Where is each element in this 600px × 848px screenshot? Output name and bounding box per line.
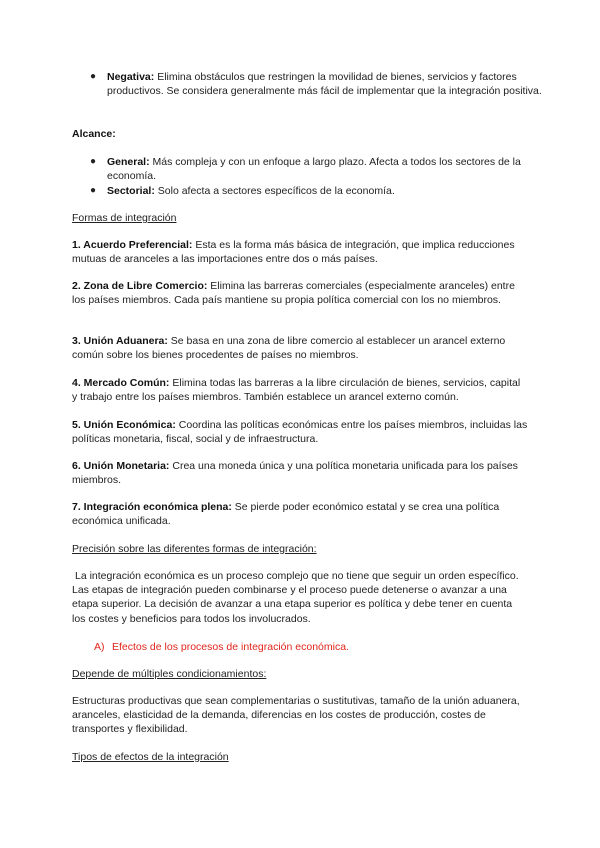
forma-item: 3. Unión Aduanera: Se basa en una zona de libre comercio al establecer un arancel externo común sobre los bienes procedentes de países no miembros. [72, 335, 506, 362]
precision-heading: Precisión sobre las diferentes formas de integración: [72, 543, 317, 555]
bullet-term: General: [107, 156, 150, 168]
bullet-dot-icon: ● [90, 185, 97, 196]
section-a-marker: A) [94, 641, 105, 653]
bullet-dot-icon: ● [90, 156, 97, 167]
tipos-heading: Tipos de efectos de la integración [72, 751, 229, 763]
bullet-term: Sectorial: [107, 185, 155, 197]
formas-heading: Formas de integración [72, 212, 177, 224]
bullet-text: Más compleja y con un enfoque a largo plazo. Afecta a todos los sectores de la economía. [107, 156, 521, 183]
section-a-heading [90, 640, 546, 654]
bullet-general [90, 155, 543, 183]
section-a-title: Efectos de los procesos de integración económica. [112, 641, 349, 653]
bullet-text: Elimina obstáculos que restringen la movilidad de bienes, servicios y factores productivos. Se considera generalmente más fácil de implementar que la integración positiva. [107, 71, 542, 98]
bullet-term: Negativa: [107, 71, 155, 83]
bullet-dot-icon: ● [90, 71, 97, 82]
bullet-negativa [90, 70, 543, 98]
precision-paragraph: La integración económica es un proceso complejo que no tiene que seguir un orden específico. Las etapas de integración pueden combinarse y el proceso puede detenerse o avanzar a una etapa superior. La decisión de avanzar a una etapa superior es política y debe tener en cuenta los costes y beneficios para todos los involucrados. [72, 570, 519, 625]
alcance-heading: Alcance: [72, 128, 116, 140]
forma-item: 4. Mercado Común: Elimina todas las barreras a la libre circulación de bienes, servicios, capital y trabajo entre los países miembros. También establece un arancel externo común. [72, 377, 521, 404]
bullet-sectorial [90, 184, 543, 198]
forma-item: 2. Zona de Libre Comercio: Elimina las barreras comerciales (especialmente aranceles) entre los países miembros. Cada país mantiene su propia política comercial con los no miembros. [72, 280, 515, 307]
forma-item: 7. Integración económica plena: Se pierde poder económico estatal y se crea una política económica unificada. [72, 501, 500, 528]
forma-item: 1. Acuerdo Preferencial: Esta es la forma más básica de integración, que implica reducciones mutuas de aranceles a las importaciones entre dos o más países. [72, 239, 515, 266]
bullet-text: Solo afecta a sectores específicos de la economía. [157, 185, 395, 197]
forma-item: 6. Unión Monetaria: Crea una moneda única y una política monetaria unificada para los países miembros. [72, 460, 518, 487]
forma-item: 5. Unión Económica: Coordina las políticas económicas entre los países miembros, incluidas las políticas monetaria, fiscal, social y de infraestructura. [72, 419, 528, 446]
depende-heading: Depende de múltiples condicionamientos: [72, 668, 267, 680]
depende-paragraph: Estructuras productivas que sean complementarias o sustitutivas, tamaño de la unión aduanera, aranceles, elasticidad de la demanda, diferencias en los costes de producción, costes de transportes y flexibilidad. [72, 695, 520, 736]
